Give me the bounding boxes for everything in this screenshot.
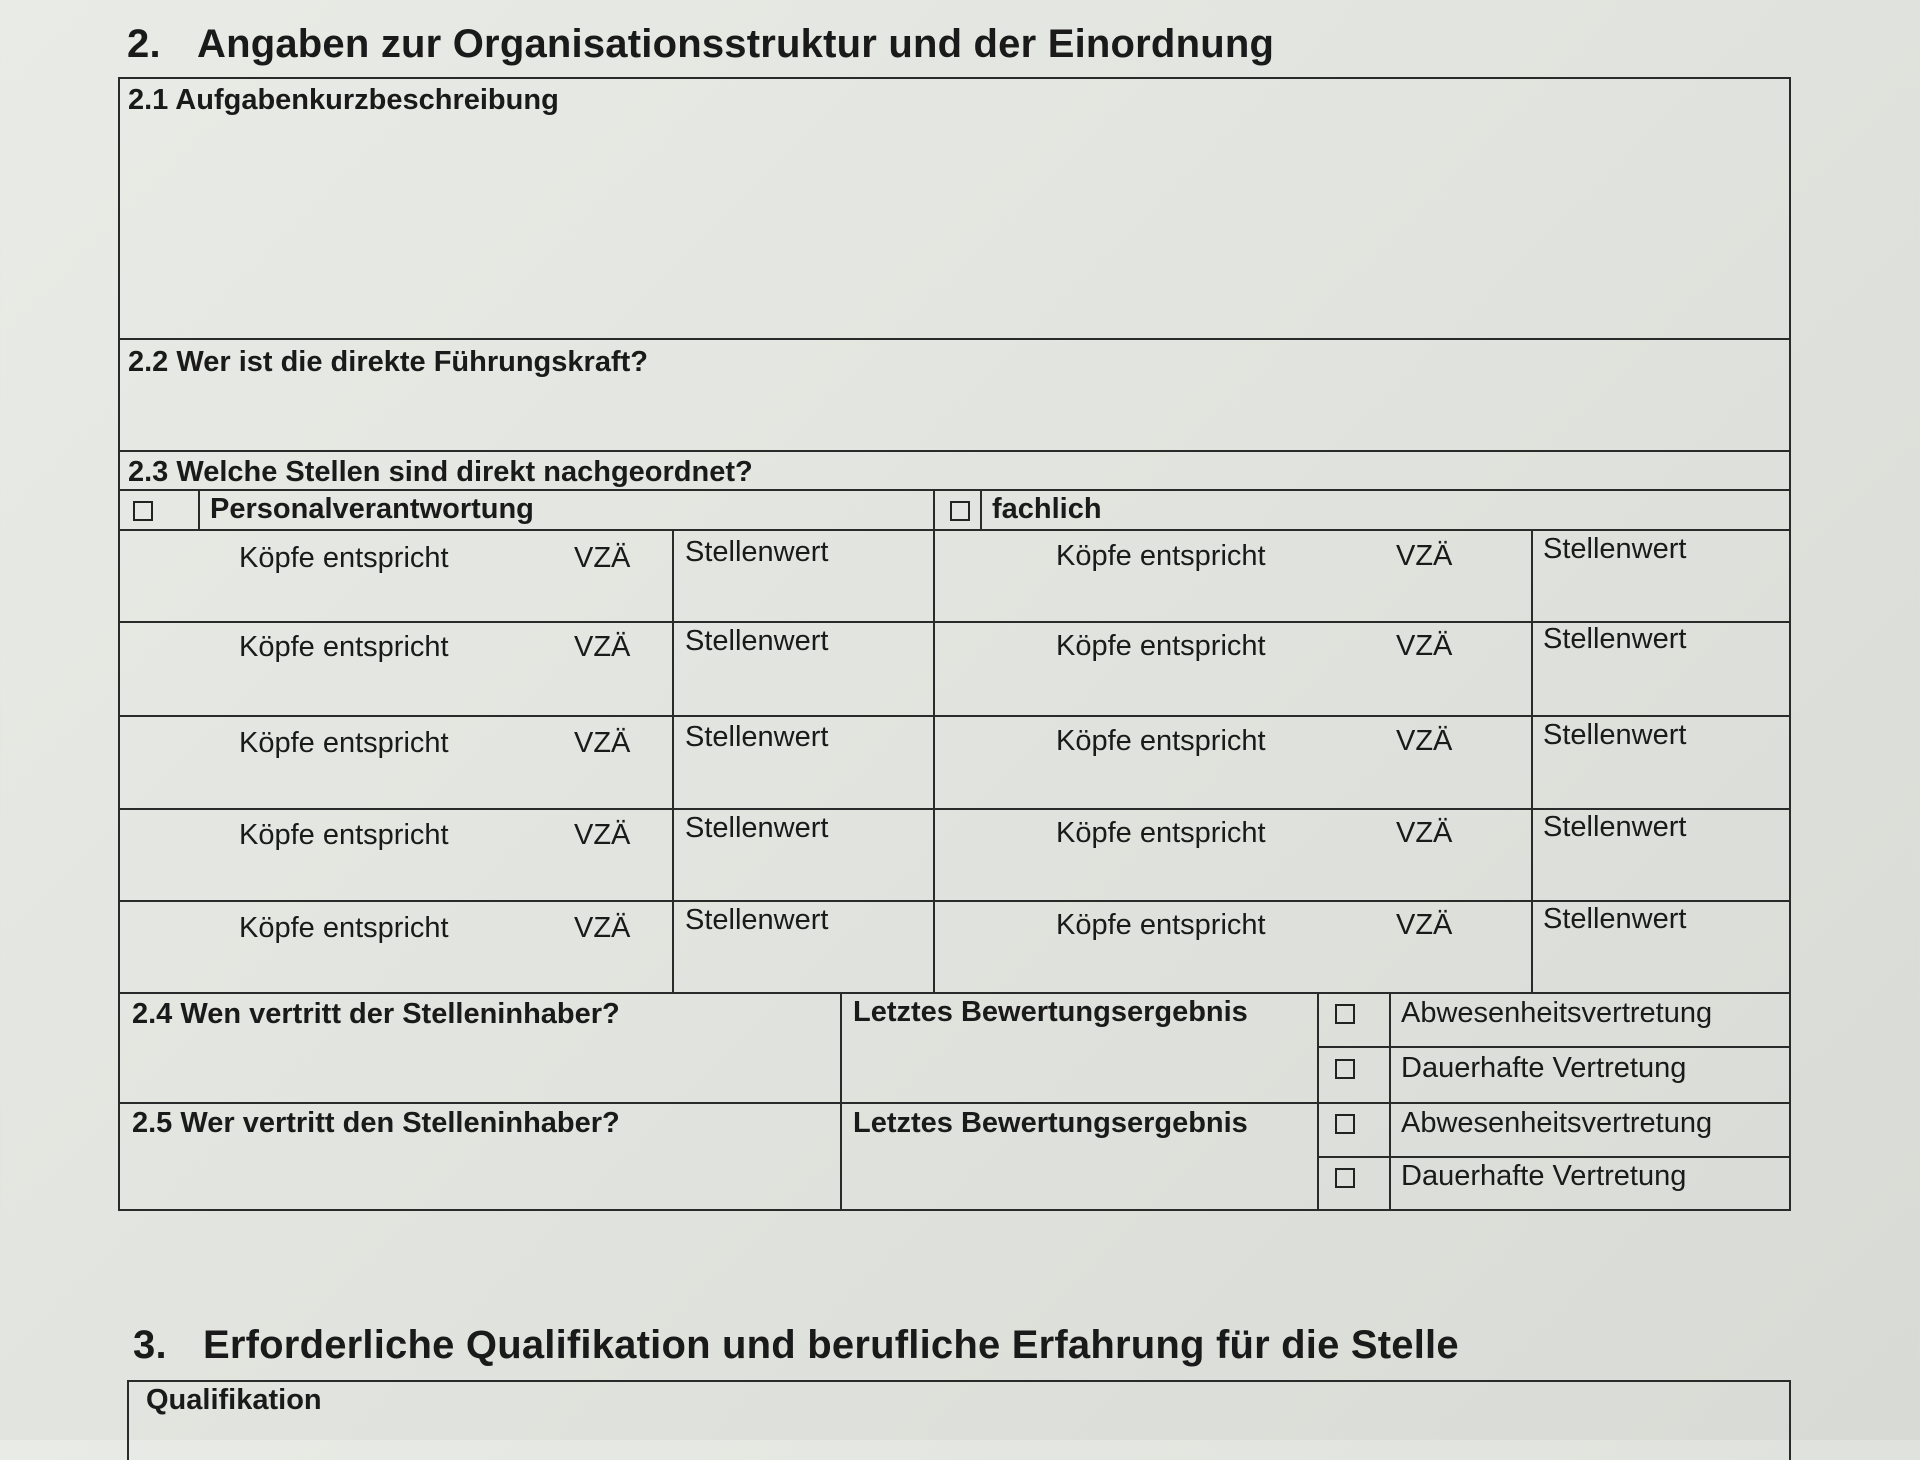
left-row-3-koepfe: Köpfe entspricht: [239, 727, 449, 759]
divider-grid-row-5: [118, 992, 1791, 994]
divider-personal-fachlich: [933, 489, 935, 992]
left-row-4-vza: VZÄ: [574, 819, 631, 851]
s25-dauerhaft-checkbox[interactable]: [1335, 1168, 1355, 1188]
right-row-5-koepfe: Köpfe entspricht: [1056, 909, 1266, 941]
divider-left-stellenwert: [672, 529, 674, 992]
left-row-5-vza: VZÄ: [574, 912, 631, 944]
left-row-1-koepfe: Köpfe entspricht: [239, 542, 449, 574]
right-row-3-koepfe: Köpfe entspricht: [1056, 725, 1266, 757]
right-row-2-vza: VZÄ: [1396, 630, 1453, 662]
right-row-3-vza: VZÄ: [1396, 725, 1453, 757]
s23-label: 2.3 Welche Stellen sind direkt nachgeordnet?: [128, 456, 753, 488]
s22-label: 2.2 Wer ist die direkte Führungskraft?: [128, 346, 648, 378]
left-row-3-stellenwert: Stellenwert: [685, 721, 829, 753]
s25-label: 2.5 Wer vertritt den Stelleninhaber?: [132, 1107, 620, 1139]
left-row-3-vza: VZÄ: [574, 727, 631, 759]
s25-abwesenheit-checkbox[interactable]: [1335, 1114, 1355, 1134]
right-row-4-vza: VZÄ: [1396, 817, 1453, 849]
divider-s25-options: [1317, 1156, 1791, 1158]
divider-personal-checkbox: [198, 489, 200, 530]
divider-s24-options: [1317, 1046, 1791, 1048]
section-2-heading: [127, 22, 1274, 67]
divider-fachlich-checkbox: [980, 489, 982, 530]
divider-grid-row-4: [118, 900, 1791, 902]
right-row-2-koepfe: Köpfe entspricht: [1056, 630, 1266, 662]
divider-grid-row-3: [118, 808, 1791, 810]
fachlich-checkbox[interactable]: [950, 501, 970, 521]
divider-s21: [118, 338, 1791, 340]
left-row-1-stellenwert: Stellenwert: [685, 536, 829, 568]
divider-grid-row-2: [118, 715, 1791, 717]
section-3-title: Erforderliche Qualifikation und berufliche Erfahrung für die Stelle: [203, 1323, 1459, 1367]
right-row-1-vza: VZÄ: [1396, 540, 1453, 572]
right-row-2-stellenwert: Stellenwert: [1543, 623, 1687, 655]
qualifikation-label: Qualifikation: [146, 1384, 322, 1416]
left-row-4-stellenwert: Stellenwert: [685, 812, 829, 844]
left-row-5-koepfe: Köpfe entspricht: [239, 912, 449, 944]
left-row-2-vza: VZÄ: [574, 631, 631, 663]
right-row-5-vza: VZÄ: [1396, 909, 1453, 941]
s25-bewertung-label: Letztes Bewertungsergebnis: [853, 1107, 1248, 1139]
s25-dauerhaft-label: Dauerhafte Vertretung: [1401, 1160, 1687, 1192]
left-row-2-koepfe: Köpfe entspricht: [239, 631, 449, 663]
personal-label: Personalverantwortung: [210, 493, 534, 525]
s21-label: 2.1 Aufgabenkurzbeschreibung: [128, 84, 559, 116]
s21-answer-area[interactable]: [120, 122, 1789, 337]
divider-grid-top: [118, 529, 1791, 531]
divider-grid-row-1: [118, 621, 1791, 623]
right-row-1-stellenwert: Stellenwert: [1543, 533, 1687, 565]
left-row-2-stellenwert: Stellenwert: [685, 625, 829, 657]
divider-s24-s25: [118, 1102, 1791, 1104]
right-row-1-koepfe: Köpfe entspricht: [1056, 540, 1266, 572]
right-row-5-stellenwert: Stellenwert: [1543, 903, 1687, 935]
personal-checkbox[interactable]: [133, 501, 153, 521]
left-row-4-koepfe: Köpfe entspricht: [239, 819, 449, 851]
right-row-4-koepfe: Köpfe entspricht: [1056, 817, 1266, 849]
divider-right-stellenwert: [1531, 529, 1533, 992]
section-2-number: 2.: [127, 22, 161, 66]
s24-bewertung-label: Letztes Bewertungsergebnis: [853, 996, 1248, 1028]
divider-s23-header: [118, 489, 1791, 491]
s24-dauerhaft-checkbox[interactable]: [1335, 1059, 1355, 1079]
section-2-title: Angaben zur Organisationsstruktur und der Einordnung: [197, 22, 1275, 66]
left-row-5-stellenwert: Stellenwert: [685, 904, 829, 936]
right-row-3-stellenwert: Stellenwert: [1543, 719, 1687, 751]
s24-label: 2.4 Wen vertritt der Stelleninhaber?: [132, 998, 620, 1030]
s24-abwesenheit-checkbox[interactable]: [1335, 1004, 1355, 1024]
right-row-4-stellenwert: Stellenwert: [1543, 811, 1687, 843]
section-3-number: 3.: [133, 1323, 167, 1367]
s25-abwesenheit-label: Abwesenheitsvertretung: [1401, 1107, 1713, 1139]
divider-s22: [118, 450, 1791, 452]
s24-abwesenheit-label: Abwesenheitsvertretung: [1401, 997, 1713, 1029]
fachlich-label: fachlich: [992, 493, 1102, 525]
section-3-heading: [133, 1323, 1459, 1368]
s22-answer-area[interactable]: [120, 384, 1789, 448]
section-3-form-frame: [127, 1380, 1791, 1460]
s24-dauerhaft-label: Dauerhafte Vertretung: [1401, 1052, 1687, 1084]
left-row-1-vza: VZÄ: [574, 542, 631, 574]
